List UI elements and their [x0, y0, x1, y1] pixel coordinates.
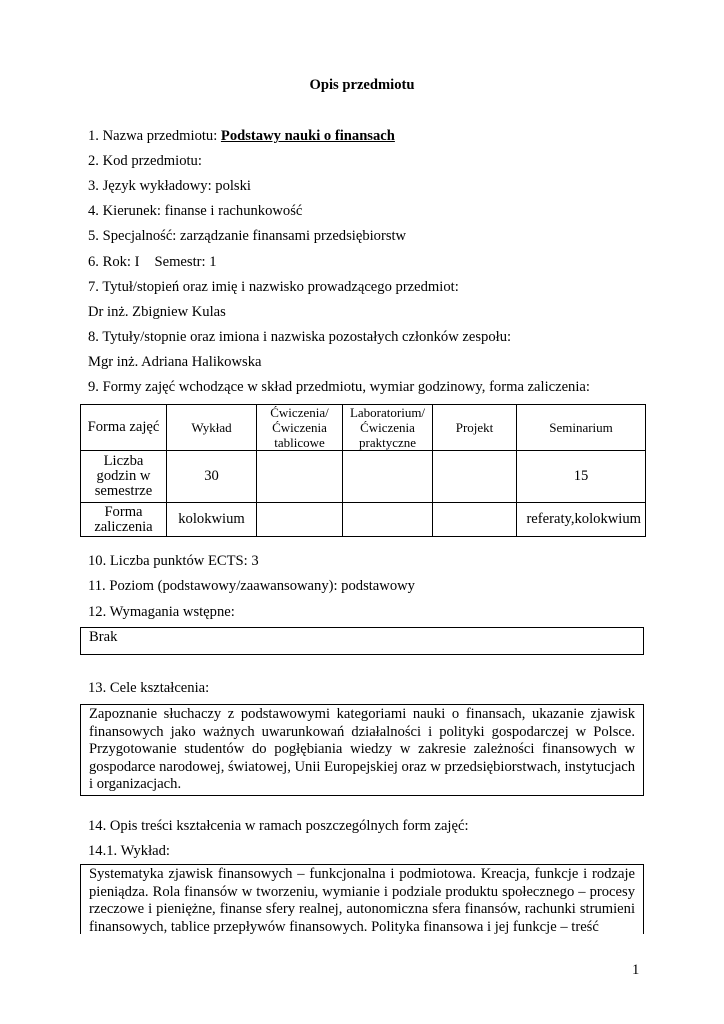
- header-lab-line-1: Laboratorium/: [349, 405, 426, 420]
- header-exercises-line-1: Ćwiczenia/: [270, 405, 329, 420]
- header-cell-seminar: Seminarium: [517, 405, 646, 451]
- header-cell-project: Projekt: [433, 405, 517, 451]
- table-header-row: [81, 405, 646, 451]
- hours-label-line-3: semestrze: [94, 483, 153, 499]
- header-lab-line-2: Ćwiczenia: [360, 420, 415, 435]
- credit-lecture-cell: kolokwium: [167, 503, 257, 537]
- goals-box: Zapoznanie słuchaczy z podstawowymi kategoriami nauki o finansach, ukazanie zjawisk finansowych jako ważnych uwarunkowań działalności i polityki gospodarczej w Polsce. Przygotowanie studentów do pogłębiania wiedzy w zakresie zależności finansowych w gospodarce narodowej, światowej, Unii Europejskiej oraz w przedsiębiorstwach, instytucjach i organizacjach.: [80, 704, 644, 796]
- specialty-line: 5. Specjalność: zarządzanie finansami przedsiębiorstw: [88, 228, 407, 244]
- credit-project-cell: [433, 503, 517, 537]
- course-name-value: Podstawy nauki o finansach: [220, 128, 395, 144]
- document-title: Opis przedmiotu: [309, 77, 415, 93]
- credit-label-line-1: Forma: [104, 503, 143, 520]
- header-cell-exercises: [257, 405, 343, 451]
- header-cell-form: Forma zajęć: [81, 405, 167, 451]
- header-exercises-line-3: tablicowe: [274, 435, 325, 450]
- lecturer-heading: 7. Tytuł/stopień oraz imię i nazwisko prowadzącego przedmiot:: [88, 279, 459, 295]
- hours-seminar-cell: 15: [517, 451, 646, 503]
- table-row-credit: [81, 503, 646, 537]
- credit-label-line-2: zaliczenia: [94, 518, 153, 535]
- year-semester-line: [88, 254, 217, 271]
- credit-lab-cell: [343, 503, 433, 537]
- hours-label-cell: [81, 451, 167, 503]
- credit-exercises-cell: [257, 503, 343, 537]
- header-lab-line-3: praktyczne: [358, 435, 417, 450]
- prerequisites-heading: 12. Wymagania wstępne:: [88, 604, 235, 620]
- field-line: 4. Kierunek: finanse i rachunkowość: [88, 203, 303, 219]
- table-row-hours: [81, 451, 646, 503]
- hours-lab-cell: [343, 451, 433, 503]
- language-line: 3. Język wykładowy: polski: [88, 178, 251, 194]
- goals-heading: 13. Cele kształcenia:: [88, 680, 210, 696]
- hours-exercises-cell: [257, 451, 343, 503]
- lecturer-name: Dr inż. Zbigniew Kulas: [88, 304, 226, 320]
- header-cell-laboratory: [343, 405, 433, 451]
- ects-line: 10. Liczba punktów ECTS: 3: [88, 553, 259, 569]
- hours-label-line-2: godzin w: [96, 468, 151, 484]
- credit-label-cell: [81, 503, 167, 537]
- content-heading: 14. Opis treści kształcenia w ramach poszczególnych form zajęć:: [88, 818, 469, 834]
- prerequisites-box: Brak: [80, 627, 644, 655]
- course-name-line: [88, 128, 395, 145]
- semester-text: Semestr: 1: [154, 254, 217, 270]
- course-code-line: 2. Kod przedmiotu:: [88, 153, 202, 169]
- forms-heading: 9. Formy zajęć wchodzące w skład przedmiotu, wymiar godzinowy, forma zaliczenia:: [88, 379, 590, 395]
- credit-seminar-cell: referaty,kolokwium: [517, 503, 646, 537]
- lecture-heading: 14.1. Wykład:: [88, 843, 170, 859]
- lecture-content-box: Systematyka zjawisk finansowych – funkcjonalna i podmiotowa. Kreacja, funkcje i rodzaje pieniądza. Rola finansów w tworzeniu, wymianie i podziale produktu społecznego – procesy rzeczowe i pieniężne, finanse sfery realnej, autonomiczna sfera finansów, rachunki strumieni finansowych, tablice przepływów finansowych. Polityka finansowa i jej funkcje – treść: [80, 864, 644, 934]
- hours-project-cell: [433, 451, 517, 503]
- level-line: 11. Poziom (podstawowy/zaawansowany): podstawowy: [88, 578, 415, 594]
- team-heading: 8. Tytuły/stopnie oraz imiona i nazwiska pozostałych członków zespołu:: [88, 329, 512, 345]
- class-forms-table: [80, 404, 646, 537]
- page-number: 1: [632, 962, 640, 978]
- course-name-label: 1. Nazwa przedmiotu:: [88, 128, 221, 144]
- team-member-name: Mgr inż. Adriana Halikowska: [88, 354, 262, 370]
- hours-lecture-cell: 30: [167, 451, 257, 503]
- year-text: 6. Rok: I: [88, 254, 140, 270]
- header-cell-lecture: Wykład: [167, 405, 257, 451]
- hours-label-line-1: Liczba: [103, 453, 144, 469]
- header-exercises-line-2: Ćwiczenia: [272, 420, 327, 435]
